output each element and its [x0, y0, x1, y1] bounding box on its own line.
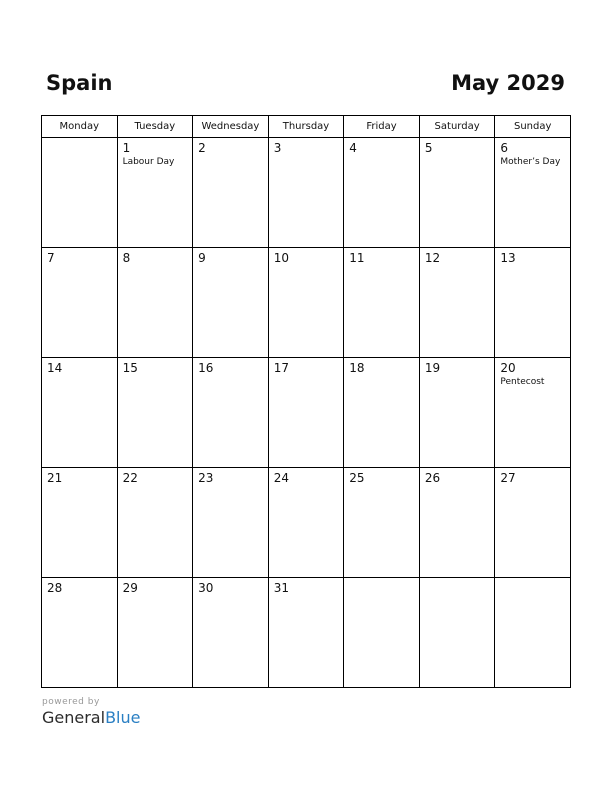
day-cell: [344, 468, 420, 578]
weekday-header: Saturday: [419, 116, 495, 138]
brand-general: General: [42, 708, 106, 727]
day-number: 24: [273, 471, 289, 485]
day-cell: [117, 138, 193, 248]
day-number: 25: [349, 471, 365, 485]
day-cell: [268, 578, 344, 688]
calendar-body: [42, 138, 571, 688]
day-number: 9: [198, 251, 206, 265]
week-row: [42, 358, 571, 468]
day-cell: [495, 358, 571, 468]
day-cell: [117, 358, 193, 468]
day-cell: [344, 248, 420, 358]
holiday-label: Pentecost: [500, 377, 545, 387]
day-number: 7: [47, 251, 55, 265]
day-number: 5: [424, 141, 433, 155]
day-number: 4: [349, 141, 357, 155]
day-cell: [419, 358, 495, 468]
day-cell: [193, 248, 269, 358]
day-number: 8: [122, 251, 131, 265]
weekday-header: Wednesday: [193, 116, 269, 138]
day-cell: [193, 468, 269, 578]
day-number: 13: [500, 251, 516, 265]
day-cell: [419, 468, 495, 578]
day-cell: [117, 248, 193, 358]
holiday-label: Labour Day: [122, 157, 175, 167]
day-cell: [495, 248, 571, 358]
day-cell: [42, 138, 118, 248]
country-title: Spain: [46, 71, 113, 95]
week-row: [42, 138, 571, 248]
day-cell: [117, 578, 193, 688]
brand-blue: Blue: [105, 708, 141, 727]
day-cell: [495, 578, 571, 688]
day-number: 16: [198, 361, 214, 375]
weekday-header: Friday: [344, 116, 420, 138]
day-number: 28: [47, 581, 63, 595]
day-cell: [268, 358, 344, 468]
day-cell: [193, 578, 269, 688]
day-cell: [193, 138, 269, 248]
day-number: 14: [47, 361, 63, 375]
day-number: 30: [198, 581, 214, 595]
day-number: 29: [122, 581, 138, 595]
day-number: 26: [424, 471, 441, 485]
day-number: 19: [424, 361, 441, 375]
holiday-label: Mother’s Day: [500, 157, 561, 167]
day-cell: [495, 468, 571, 578]
day-cell: [419, 248, 495, 358]
day-cell: [344, 358, 420, 468]
month-title: May 2029: [451, 71, 565, 95]
day-number: 2: [198, 141, 206, 155]
day-number: 20: [500, 361, 516, 375]
day-cell: [117, 468, 193, 578]
day-cell: [344, 138, 420, 248]
day-number: 31: [273, 581, 289, 595]
weekday-header-row: [42, 116, 571, 138]
day-number: 12: [424, 251, 441, 265]
week-row: [42, 468, 571, 578]
day-cell: [42, 248, 118, 358]
day-number: 15: [122, 361, 138, 375]
day-cell: [419, 578, 495, 688]
day-cell: [495, 138, 571, 248]
weekday-header: Monday: [42, 116, 118, 138]
day-cell: [419, 138, 495, 248]
day-number: 3: [273, 141, 282, 155]
day-number: 27: [500, 471, 516, 485]
day-cell: [268, 468, 344, 578]
day-number: 23: [198, 471, 214, 485]
day-number: 22: [122, 471, 138, 485]
day-cell: [42, 358, 118, 468]
footer: [42, 697, 140, 728]
day-cell: [42, 578, 118, 688]
day-cell: [268, 138, 344, 248]
day-number: 21: [47, 471, 63, 485]
calendar-grid: [41, 115, 571, 688]
day-number: 10: [273, 251, 289, 265]
day-number: 6: [500, 141, 509, 155]
generalblue-logo: [42, 708, 140, 728]
day-number: 18: [349, 361, 365, 375]
day-cell: [42, 468, 118, 578]
day-number: 11: [349, 251, 365, 265]
weekday-header: Tuesday: [117, 116, 193, 138]
day-cell: [268, 248, 344, 358]
weekday-header: Thursday: [268, 116, 344, 138]
weekday-header: Sunday: [495, 116, 571, 138]
day-number: 1: [122, 141, 131, 155]
day-cell: [193, 358, 269, 468]
powered-by-text: powered by: [42, 697, 100, 707]
week-row: [42, 578, 571, 688]
day-cell: [344, 578, 420, 688]
day-number: 17: [273, 361, 289, 375]
week-row: [42, 248, 571, 358]
